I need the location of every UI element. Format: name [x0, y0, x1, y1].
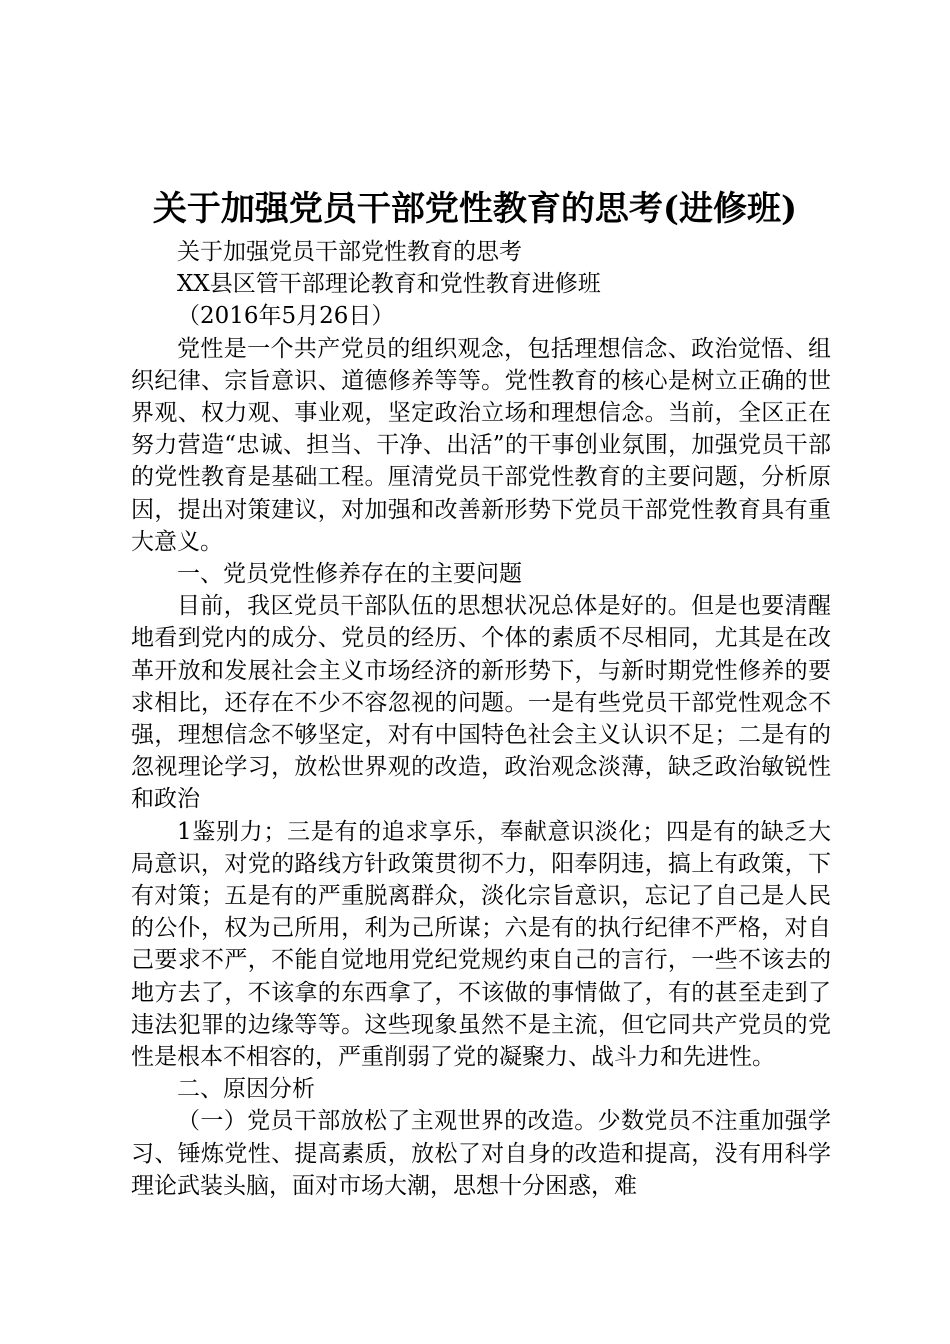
body-paragraph: 党性是一个共产党员的组织观念，包括理想信念、政治觉悟、组织纪律、宗旨意识、道德修养等等。党性教育的核心是树立正确的世界观、权力观、事业观，坚定政治立场和理想信念。当前，全区正在努力营造“忠诚、担当、干净、出活”的干事创业氛围，加强党员干部的党性教育是基础工程。厘清党员干部党性教育的主要问题，分析原因，提出对策建议，对加强和改善新形势下党员干部党性教育具有重大意义。: [131, 335, 831, 555]
body-paragraph: 1鉴别力；三是有的追求享乐，奉献意识淡化；四是有的缺乏大局意识，对党的路线方针政策贯彻不力，阳奉阴违，搞上有政策，下有对策；五是有的严重脱离群众，淡化宗旨意识，忘记了自己是人民的公仆，权为己所用，利为己所谋；六是有的执行纪律不严格，对自己要求不严，不能自觉地用党纪党规约束自己的言行，一些不该去的地方去了，不该拿的东西拿了，不该做的事情做了，有的甚至走到了违法犯罪的边缘等等。这些现象虽然不是主流，但它同共产党员的党性是根本不相容的，严重削弱了党的凝聚力、战斗力和先进性。: [131, 818, 831, 1071]
date-line: （2016年5月26日）: [177, 303, 395, 330]
subtitle: 关于加强党员干部党性教育的思考: [177, 239, 522, 265]
body-paragraph: 目前，我区党员干部队伍的思想状况总体是好的。但是也要清醒地看到党内的成分、党员的经历、个体的素质不尽相同，尤其是在改革开放和发展社会主义市场经济的新形势下，与新时期党性修养的要求相比，还存在不少不容忽视的问题。一是有些党员干部党性观念不强，理想信念不够坚定，对有中国特色社会主义认识不足；二是有的忽视理论学习，放松世界观的改造，政治观念淡薄，缺乏政治敏锐性和政治: [131, 593, 831, 813]
document-title: 关于加强党员干部党性教育的思考(进修班): [152, 189, 798, 229]
organization-line: XX县区管干部理论教育和党性教育进修班: [177, 271, 601, 298]
section-heading: 二、原因分析: [177, 1076, 315, 1103]
document-body: [131, 236, 831, 1202]
body-paragraph: （一）党员干部放松了主观世界的改造。少数党员不注重加强学习、锤炼党性、提高素质，放松了对自身的改造和提高，没有用科学理论武装头脑，面对市场大潮，思想十分困惑，难: [131, 1108, 831, 1199]
section-heading: 一、党员党性修养存在的主要问题: [177, 561, 522, 588]
